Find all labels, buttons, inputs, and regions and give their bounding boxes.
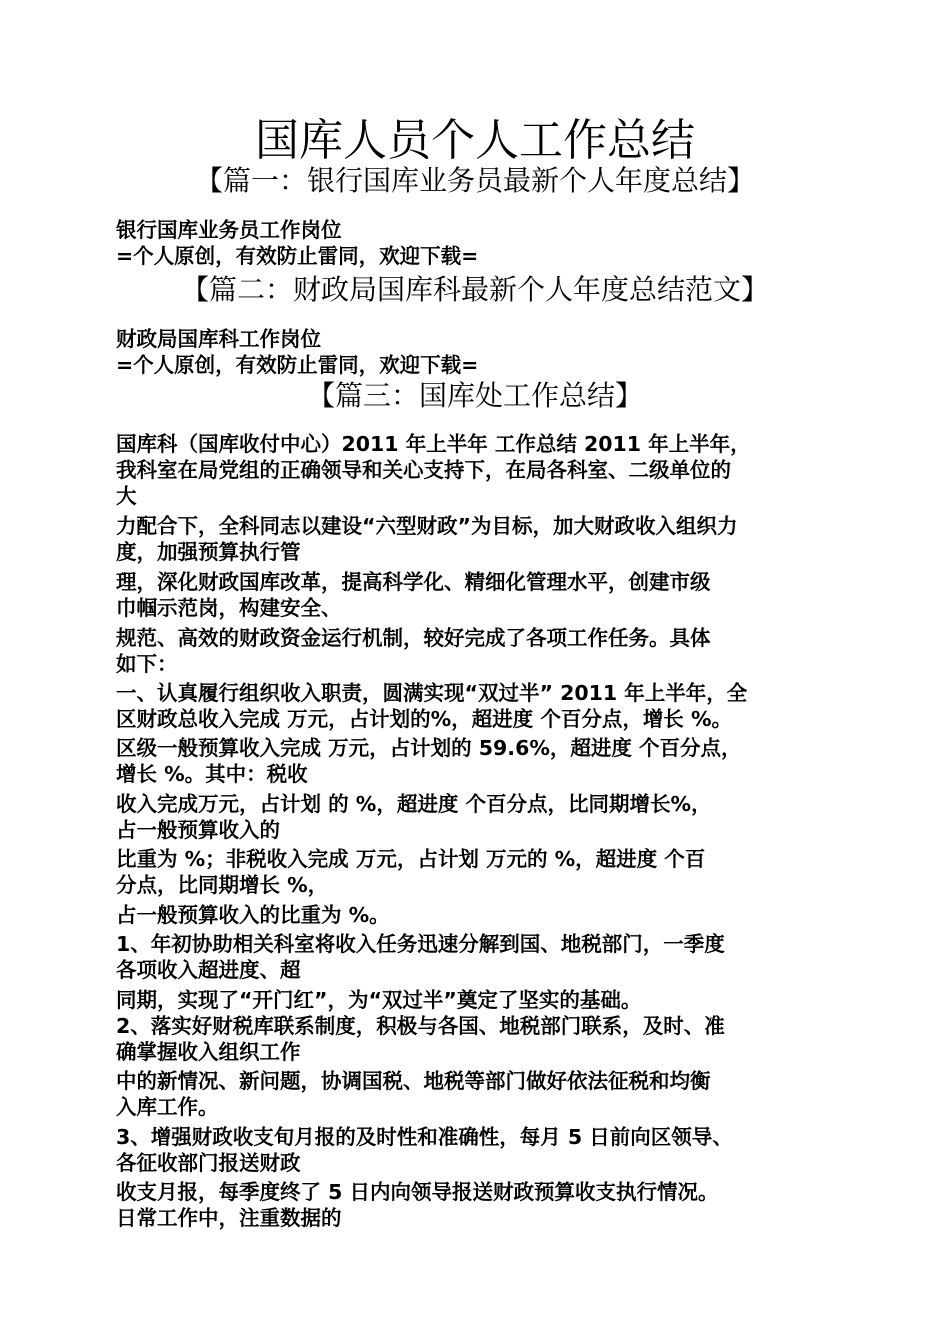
section2-line-1: 财政局国库科工作岗位: [116, 327, 321, 351]
body-line-9: 如下：: [116, 652, 178, 676]
section1-line-2: =个人原创，有效防止雷同，欢迎下载=: [116, 244, 479, 268]
body-line-3: 大: [116, 484, 137, 508]
body-line-13: 增长 %。其中：税收: [116, 762, 308, 786]
section1-heading: 【篇一：银行国库业务员最新个人年度总结】: [194, 164, 755, 197]
body-line-2: 我科室在局党组的正确领导和关心支持下，在局各科室、二级单位的: [116, 458, 731, 482]
body-line-18: 占一般预算收入的比重为 %。: [116, 903, 390, 927]
section1-line-1: 银行国库业务员工作岗位: [116, 218, 342, 242]
body-line-22: 2、落实好财税库联系制度，积极与各国、地税部门联系，及时、准: [116, 1014, 725, 1038]
body-line-28: 收支月报，每季度终了 5 日内向领导报送财政预算收支执行情况。: [116, 1180, 719, 1204]
body-line-1: 国库科（国库收付中心）2011 年上半年 工作总结 2011 年上半年，: [116, 432, 751, 456]
document-title: 国库人员个人工作总结: [255, 115, 695, 166]
body-line-17: 分点，比同期增长 %，: [116, 873, 329, 897]
body-line-27: 各征收部门报送财政: [116, 1151, 301, 1175]
body-line-19: 1、年初协助相关科室将收入任务迅速分解到国、地税部门，一季度: [116, 932, 725, 956]
body-line-5: 度，加强预算执行管: [116, 540, 301, 564]
body-line-14: 收入完成万元，占计划 的 %，超进度 个百分点，比同期增长%，: [116, 792, 712, 816]
body-line-7: 巾帼示范岗，构建安全、: [116, 596, 342, 620]
body-line-26: 3、增强财政收支旬月报的及时性和准确性，每月 5 日前向区领导、: [116, 1125, 733, 1149]
body-line-11: 区财政总收入完成 万元，占计划的%，超进度 个百分点，增长 %。: [116, 707, 732, 731]
section3-heading: 【篇三：国库处工作总结】: [306, 379, 643, 412]
section2-heading: 【篇二：财政局国库科最新个人年度总结范文】: [180, 273, 769, 306]
section2-line-2: =个人原创，有效防止雷同，欢迎下载=: [116, 353, 479, 377]
body-line-25: 入库工作。: [116, 1095, 219, 1119]
body-line-6: 理，深化财政国库改革，提高科学化、精细化管理水平，创建市级: [116, 570, 711, 594]
body-line-20: 各项收入超进度、超: [116, 958, 301, 982]
body-line-29: 日常工作中，注重数据的: [116, 1206, 342, 1230]
body-line-16: 比重为 %；非税收入完成 万元，占计划 万元的 %，超进度 个百: [116, 847, 706, 871]
body-line-15: 占一般预算收入的: [116, 818, 280, 842]
body-line-12: 区级一般预算收入完成 万元，占计划的 59.6%，超进度 个百分点，: [116, 736, 742, 760]
body-line-10: 一、认真履行组织收入职责，圆满实现“双过半” 2011 年上半年，全: [116, 681, 748, 705]
body-line-24: 中的新情况、新问题，协调国税、地税等部门做好依法征税和均衡: [116, 1069, 711, 1093]
body-line-8: 规范、高效的财政资金运行机制，较好完成了各项工作任务。具体: [116, 626, 711, 650]
body-line-4: 力配合下，全科同志以建设“六型财政”为目标，加大财政收入组织力: [116, 514, 738, 538]
body-line-23: 确掌握收入组织工作: [116, 1040, 301, 1064]
body-line-21: 同期，实现了“开门红”，为“双过半”奠定了坚实的基础。: [116, 988, 642, 1012]
